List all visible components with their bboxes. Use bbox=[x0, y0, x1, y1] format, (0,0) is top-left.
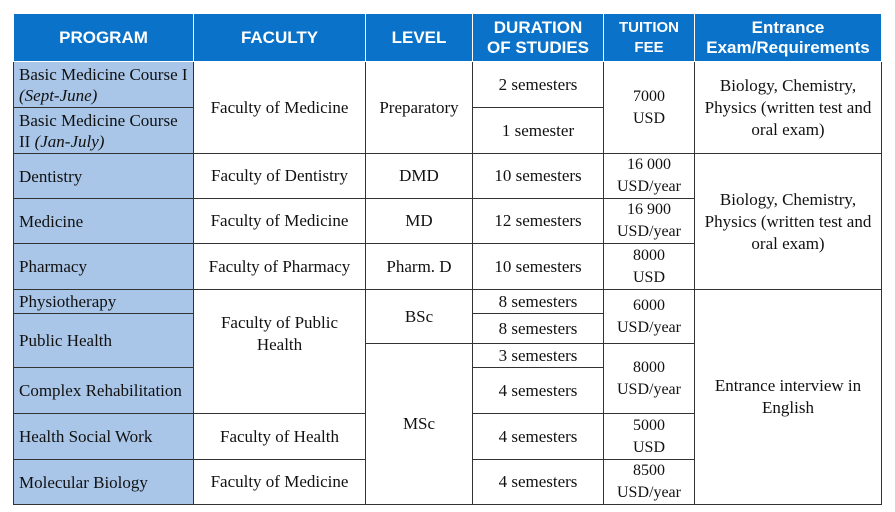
fee-cell: 7000 USD bbox=[604, 62, 695, 154]
header-entrance: Entrance Exam/Requirements bbox=[695, 14, 882, 62]
fee-cell: 5000 USD bbox=[604, 414, 695, 460]
program-basic-medicine-1: Basic Medicine Course I (Sept-June) bbox=[14, 62, 194, 108]
header-row bbox=[14, 14, 882, 62]
duration-cell: 12 semesters bbox=[473, 199, 604, 244]
entrance-cell: Entrance interview in English bbox=[695, 290, 882, 505]
faculty-cell: Faculty of Public Health bbox=[194, 290, 366, 414]
table-row bbox=[14, 154, 882, 199]
program-basic-medicine-2: Basic Medicine Course II (Jan-July) bbox=[14, 108, 194, 154]
level-cell: MSc bbox=[366, 344, 473, 505]
duration-cell: 1 semester bbox=[473, 108, 604, 154]
duration-cell: 4 semesters bbox=[473, 460, 604, 505]
header-tuition: TUITION FEE bbox=[604, 14, 695, 62]
entrance-cell: Biology, Chemistry, Physics (written test and oral exam) bbox=[695, 154, 882, 290]
program-dentistry: Dentistry bbox=[14, 154, 194, 199]
header-level: LEVEL bbox=[366, 14, 473, 62]
fee-cell: 8500 USD/year bbox=[604, 460, 695, 505]
faculty-cell: Faculty of Medicine bbox=[194, 460, 366, 505]
fee-cell: 6000 USD/year bbox=[604, 290, 695, 344]
duration-cell: 3 semesters bbox=[473, 344, 604, 368]
duration-cell: 8 semesters bbox=[473, 314, 604, 344]
header-faculty: FACULTY bbox=[194, 14, 366, 62]
fee-cell: 16 000 USD/year bbox=[604, 154, 695, 199]
header-duration: DURATION OF STUDIES bbox=[473, 14, 604, 62]
duration-cell: 4 semesters bbox=[473, 414, 604, 460]
fee-cell: 8000 USD/year bbox=[604, 344, 695, 414]
level-cell: DMD bbox=[366, 154, 473, 199]
program-molecular-biology: Molecular Biology bbox=[14, 460, 194, 505]
faculty-cell: Faculty of Dentistry bbox=[194, 154, 366, 199]
duration-cell: 4 semesters bbox=[473, 368, 604, 414]
table-row bbox=[14, 62, 882, 108]
fee-cell: 16 900 USD/year bbox=[604, 199, 695, 244]
programs-table bbox=[13, 13, 882, 505]
program-health-social-work: Health Social Work bbox=[14, 414, 194, 460]
faculty-cell: Faculty of Medicine bbox=[194, 62, 366, 154]
level-cell: BSc bbox=[366, 290, 473, 344]
faculty-cell: Faculty of Medicine bbox=[194, 199, 366, 244]
fee-cell: 8000 USD bbox=[604, 244, 695, 290]
duration-cell: 10 semesters bbox=[473, 244, 604, 290]
level-cell: MD bbox=[366, 199, 473, 244]
duration-cell: 10 semesters bbox=[473, 154, 604, 199]
program-pharmacy: Pharmacy bbox=[14, 244, 194, 290]
duration-cell: 8 semesters bbox=[473, 290, 604, 314]
level-cell: Preparatory bbox=[366, 62, 473, 154]
program-physiotherapy: Physiotherapy bbox=[14, 290, 194, 314]
level-cell: Pharm. D bbox=[366, 244, 473, 290]
program-public-health: Public Health bbox=[14, 314, 194, 368]
header-program: PROGRAM bbox=[14, 14, 194, 62]
program-complex-rehabilitation: Complex Rehabilitation bbox=[14, 368, 194, 414]
faculty-cell: Faculty of Pharmacy bbox=[194, 244, 366, 290]
program-medicine: Medicine bbox=[14, 199, 194, 244]
duration-cell: 2 semesters bbox=[473, 62, 604, 108]
table-row bbox=[14, 290, 882, 314]
faculty-cell: Faculty of Health bbox=[194, 414, 366, 460]
entrance-cell: Biology, Chemistry, Physics (written test and oral exam) bbox=[695, 62, 882, 154]
